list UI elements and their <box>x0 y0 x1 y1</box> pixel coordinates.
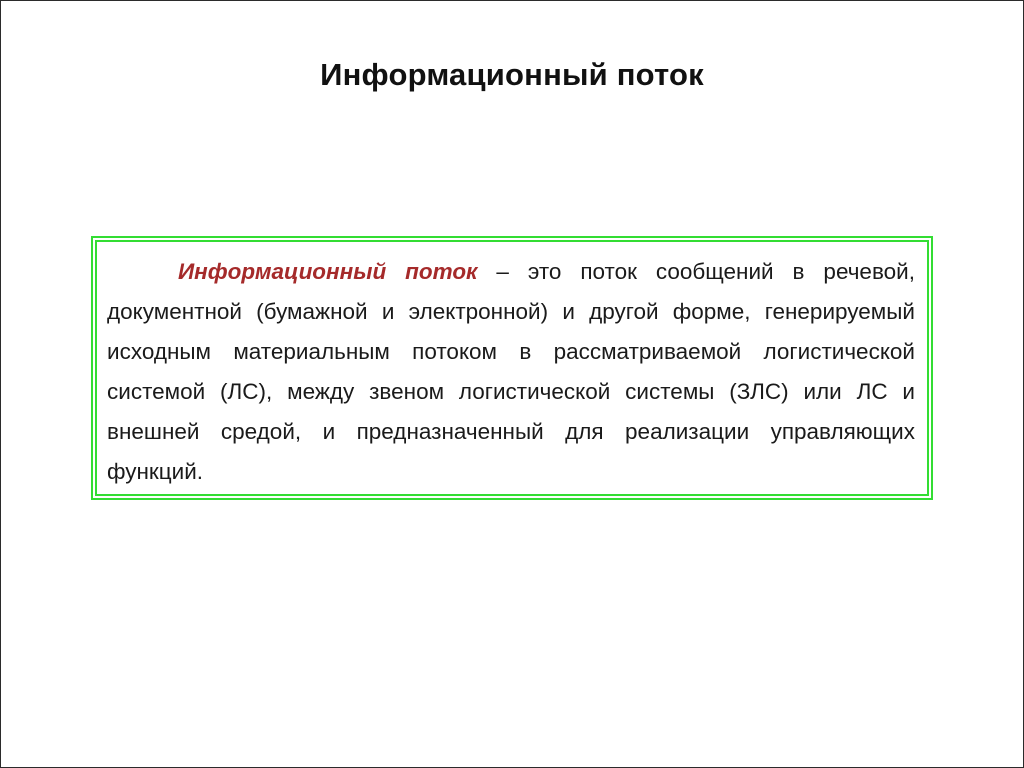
definition-body: – это поток сообщений в речевой, документной (бумажной и электронной) и другой форме, генерируемый исходным материальным потоком в рассматриваемой логистической системой (ЛС), между звеном логистической системы (ЗЛС) или ЛС и внешней средой, и предназначенный для реализации управляющих функций. <box>107 259 915 484</box>
definition-box-inner <box>95 240 929 496</box>
definition-box <box>91 236 933 500</box>
slide-title: Информационный поток <box>320 57 704 92</box>
definition-text <box>97 242 927 492</box>
definition-term: Информационный поток <box>178 259 478 284</box>
